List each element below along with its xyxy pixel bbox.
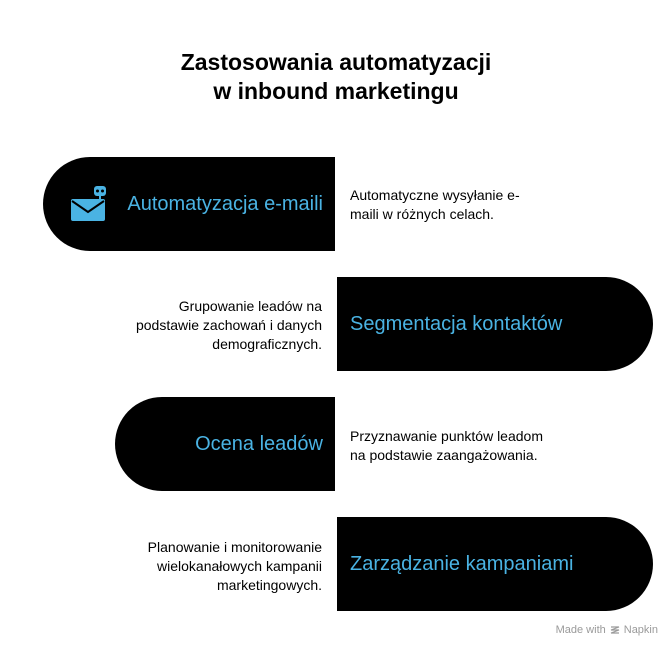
pill-label: Segmentacja kontaktów (350, 312, 563, 335)
pill-lead-scoring (115, 397, 335, 491)
watermark-prefix: Made with (555, 624, 606, 636)
napkin-watermark (556, 624, 658, 636)
pill-campaign-management (337, 517, 653, 611)
pill-contact-segmentation (337, 277, 653, 371)
title-line-2: w inbound marketingu (213, 78, 459, 104)
pill-label: Automatyzacja e-maili (127, 192, 323, 215)
pill-label: Zarządzanie kampaniami (350, 552, 574, 575)
watermark-brand: Napkin (623, 624, 658, 636)
pill-label: Ocena leadów (195, 432, 323, 455)
diagram-title (0, 48, 672, 106)
email-robot-icon (70, 186, 108, 222)
description-email-automation: Automatyczne wysyłanie e- maili w różnych celach. (350, 187, 520, 222)
description-contact-segmentation: Grupowanie leadów na podstawie zachowań i danych demograficznych. (135, 298, 322, 352)
napkin-logo-icon (610, 625, 620, 635)
description-lead-scoring: Przyznawanie punktów leadom na podstawie zaangażowania. (350, 428, 543, 463)
title-line-1: Zastosowania automatyzacji (180, 49, 492, 75)
description-campaign-management: Planowanie i monitorowanie wielokanałowych kampanii marketingowych. (147, 539, 322, 593)
